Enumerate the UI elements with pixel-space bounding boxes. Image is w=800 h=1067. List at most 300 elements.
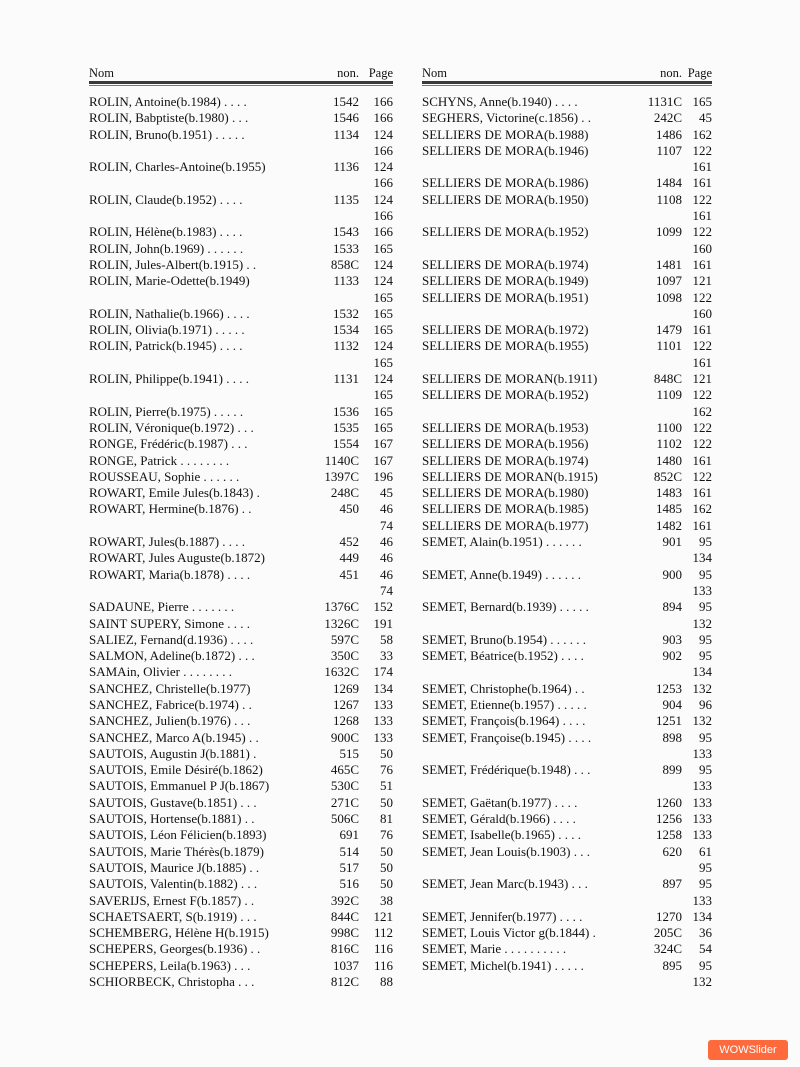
entry-page: 132 (692, 713, 712, 729)
entry-page: 58 (380, 631, 393, 647)
entry-non: 271C (330, 794, 359, 810)
entry-page: 121 (373, 908, 393, 924)
index-entry (422, 713, 712, 729)
index-entry (422, 730, 712, 746)
index-entry (89, 306, 393, 322)
entry-name: SELLIERS DE MORA(b.1972) (422, 322, 589, 338)
entry-page: 45 (380, 485, 393, 501)
entry-non: 597C (330, 631, 359, 647)
entry-page: 160 (692, 305, 712, 321)
entry-name: SELLIERS DE MORA(b.1974) (422, 452, 589, 468)
entry-page: 165 (373, 419, 393, 435)
entry-page: 174 (373, 664, 393, 680)
entry-name: SEMET, Frédérique(b.1948) . . . (422, 762, 591, 778)
entry-page: 121 (692, 273, 712, 289)
index-entry (422, 387, 712, 403)
entry-page: 166 (373, 175, 393, 191)
entry-name: SEMET, Bruno(b.1954) . . . . . . (422, 631, 587, 647)
entry-non: 1554 (333, 436, 359, 452)
index-entry (422, 208, 712, 224)
index-entry (89, 371, 393, 387)
index-entry (89, 550, 393, 566)
entry-page: 161 (692, 175, 712, 191)
entry-page: 161 (692, 159, 712, 175)
entry-name: SELLIERS DE MORA(b.1952) (422, 224, 589, 240)
index-entry (89, 501, 393, 517)
entry-non: 816C (330, 941, 359, 957)
entry-name: SAUTOIS, Hortense(b.1881) . . (89, 811, 255, 827)
entry-page: 166 (373, 208, 393, 224)
entry-non: 691 (339, 827, 359, 843)
entry-name: SAUTOIS, Augustin J(b.1881) . (89, 745, 257, 761)
column-header (422, 66, 712, 80)
index-entry (89, 909, 393, 925)
entry-page: 124 (373, 371, 393, 387)
index-entry (89, 583, 393, 599)
entry-name: ROLIN, Claude(b.1952) . . . . (89, 191, 243, 207)
entry-name: SEMET, Etienne(b.1957) . . . . . (422, 696, 587, 712)
entry-page: 46 (380, 501, 393, 517)
entry-non: 901 (662, 534, 682, 550)
entry-page: 134 (692, 664, 712, 680)
index-entry (89, 518, 393, 534)
entry-page: 133 (373, 696, 393, 712)
entry-non: 1037 (333, 957, 359, 973)
entry-non: 844C (330, 908, 359, 924)
entry-page: 122 (692, 338, 712, 354)
index-entry (422, 893, 712, 909)
entry-page: 134 (692, 908, 712, 924)
entry-non: 1140C (324, 452, 359, 468)
entry-page: 46 (380, 534, 393, 550)
index-entry (89, 827, 393, 843)
index-entry (89, 453, 393, 469)
entry-page: 124 (373, 191, 393, 207)
entry-name: ROLIN, Marie-Odette(b.1949) (89, 273, 250, 289)
index-entry (422, 338, 712, 354)
entry-page: 122 (692, 436, 712, 452)
index-entry (89, 697, 393, 713)
index-entry (422, 110, 712, 126)
index-entry (422, 599, 712, 615)
entry-page: 191 (373, 615, 393, 631)
index-entry (422, 681, 712, 697)
index-entry (422, 550, 712, 566)
index-entry (89, 648, 393, 664)
entry-non: 895 (662, 957, 682, 973)
entry-non: 1258 (656, 827, 682, 843)
entry-non: 898 (662, 729, 682, 745)
header-page: Page (687, 66, 712, 80)
index-entry (422, 143, 712, 159)
index-entry (422, 322, 712, 338)
entry-name: SELLIERS DE MORA(b.1985) (422, 501, 589, 517)
entry-non: 897 (662, 876, 682, 892)
index-entry (422, 534, 712, 550)
entry-name: SCHEMBERG, Hélène H(b.1915) (89, 925, 269, 941)
index-entry (89, 127, 393, 143)
entry-non: 1483 (656, 485, 682, 501)
entry-non: 848C (653, 371, 682, 387)
entry-page: 50 (380, 859, 393, 875)
index-entry (89, 420, 393, 436)
entry-non: 1376C (324, 599, 359, 615)
index-entry (422, 469, 712, 485)
entry-non: 1270 (656, 908, 682, 924)
entry-non: 1479 (656, 322, 682, 338)
entry-non: 1546 (333, 110, 359, 126)
entry-non: 242C (653, 110, 682, 126)
entry-non: 1101 (656, 338, 682, 354)
index-entry (89, 110, 393, 126)
entry-page: 95 (699, 762, 712, 778)
index-entry (89, 876, 393, 892)
entry-page: 36 (699, 925, 712, 941)
index-entry (422, 306, 712, 322)
entry-non: 1136 (333, 159, 359, 175)
entry-page: 161 (692, 517, 712, 533)
entry-name: SAUTOIS, Emmanuel P J(b.1867) (89, 778, 270, 794)
entry-name: SELLIERS DE MORA(b.1949) (422, 273, 589, 289)
entry-page: 133 (692, 892, 712, 908)
entry-page: 161 (692, 485, 712, 501)
entry-page: 95 (699, 876, 712, 892)
index-entries (422, 94, 712, 990)
entry-page: 133 (692, 778, 712, 794)
entry-non: 902 (662, 648, 682, 664)
entry-page: 61 (699, 843, 712, 859)
index-entry (422, 241, 712, 257)
entry-non: 1326C (324, 615, 359, 631)
entry-name: SELLIERS DE MORA(b.1946) (422, 142, 589, 158)
entry-name: SELLIERS DE MORA(b.1956) (422, 436, 589, 452)
entry-name: SEMET, Françoise(b.1945) . . . . (422, 729, 592, 745)
entry-page: 121 (692, 371, 712, 387)
entry-non: 1532 (333, 305, 359, 321)
entry-page: 81 (380, 811, 393, 827)
entry-page: 124 (373, 338, 393, 354)
entry-name: SEMET, Gaëtan(b.1977) . . . . (422, 794, 578, 810)
entry-non: 1542 (333, 94, 359, 109)
index-entry (422, 192, 712, 208)
entry-name: ROLIN, Patrick(b.1945) . . . . (89, 338, 243, 354)
entry-non: 516 (339, 876, 359, 892)
entry-page: 162 (692, 403, 712, 419)
column-header (89, 66, 393, 80)
index-entry (89, 664, 393, 680)
entry-page: 152 (373, 599, 393, 615)
entry-non: 1397C (324, 468, 359, 484)
entry-non: 324C (653, 941, 682, 957)
entry-page: 122 (692, 289, 712, 305)
entry-name: SELLIERS DE MORA(b.1950) (422, 191, 589, 207)
index-entry (422, 567, 712, 583)
entry-non: 1134 (333, 126, 359, 142)
entry-page: 162 (692, 126, 712, 142)
entry-name: SEMET, Béatrice(b.1952) . . . . (422, 648, 584, 664)
index-entry (89, 469, 393, 485)
entry-name: RONGE, Frédéric(b.1987) . . . (89, 436, 248, 452)
entry-name: SAUTOIS, Valentin(b.1882) . . . (89, 876, 258, 892)
entry-name: ROLIN, John(b.1969) . . . . . . (89, 240, 244, 256)
index-entry (89, 322, 393, 338)
entry-non: 1482 (656, 517, 682, 533)
header-name: Nom (89, 66, 114, 80)
entry-non: 904 (662, 696, 682, 712)
entry-page: 54 (699, 941, 712, 957)
entry-page: 161 (692, 322, 712, 338)
index-entry (422, 632, 712, 648)
index-entry (422, 224, 712, 240)
entry-name: SEMET, Gérald(b.1966) . . . . (422, 811, 576, 827)
index-entry (422, 159, 712, 175)
entry-page: 133 (373, 713, 393, 729)
header-non: non. (660, 66, 682, 80)
index-entry (89, 746, 393, 762)
entry-non: 1108 (656, 191, 682, 207)
entry-non: 514 (339, 843, 359, 859)
index-entry (89, 730, 393, 746)
entry-page: 165 (373, 240, 393, 256)
entry-name: SELLIERS DE MORA(b.1953) (422, 419, 589, 435)
entry-page: 122 (692, 468, 712, 484)
entry-name: SELLIERS DE MORA(b.1952) (422, 387, 589, 403)
index-entry (89, 143, 393, 159)
index-entry (89, 762, 393, 778)
entry-page: 95 (699, 648, 712, 664)
entry-name: SANCHEZ, Christelle(b.1977) (89, 680, 251, 696)
index-entry (422, 127, 712, 143)
index-entry (89, 681, 393, 697)
entry-non: 1480 (656, 452, 682, 468)
index-entry (89, 485, 393, 501)
entry-name: ROWART, Jules(b.1887) . . . . (89, 534, 246, 550)
entry-name: SAUTOIS, Emile Désiré(b.1862) (89, 762, 263, 778)
entry-page: 95 (699, 957, 712, 973)
index-entry (89, 941, 393, 957)
entry-non: 1102 (656, 436, 682, 452)
entry-name: SALMON, Adeline(b.1872) . . . (89, 648, 255, 664)
entry-page: 196 (373, 468, 393, 484)
index-entry (422, 404, 712, 420)
entry-page: 133 (692, 794, 712, 810)
index-entry (89, 974, 393, 990)
entry-page: 166 (373, 142, 393, 158)
entry-non: 450 (339, 501, 359, 517)
index-entry (422, 876, 712, 892)
header-non: non. (337, 66, 359, 80)
index-entry (422, 648, 712, 664)
entry-name: SANCHEZ, Fabrice(b.1974) . . (89, 696, 252, 712)
entry-non: 1269 (333, 680, 359, 696)
right-index-column (422, 66, 712, 990)
index-entry (422, 844, 712, 860)
index-entry (422, 811, 712, 827)
left-index-column (89, 66, 393, 990)
entry-non: 1260 (656, 794, 682, 810)
index-entries (89, 94, 393, 990)
index-entry (89, 241, 393, 257)
index-entry (422, 827, 712, 843)
entry-page: 46 (380, 550, 393, 566)
index-entry (89, 958, 393, 974)
entry-name: SCHIORBECK, Christopha . . . (89, 974, 255, 990)
entry-name: SELLIERS DE MORAN(b.1915) (422, 468, 598, 484)
entry-name: ROWART, Emile Jules(b.1843) . (89, 485, 260, 501)
entry-page: 50 (380, 745, 393, 761)
entry-name: ROLIN, Véronique(b.1972) . . . (89, 419, 254, 435)
entry-page: 161 (692, 354, 712, 370)
entry-page: 165 (373, 354, 393, 370)
entry-name: ROLIN, Jules-Albert(b.1915) . . (89, 256, 257, 272)
entry-non: 1109 (656, 387, 682, 403)
entry-page: 167 (373, 436, 393, 452)
entry-non: 900 (662, 566, 682, 582)
entry-non: 1253 (656, 680, 682, 696)
entry-non: 1632C (324, 664, 359, 680)
index-entry (89, 795, 393, 811)
entry-name: SEMET, Bernard(b.1939) . . . . . (422, 599, 589, 615)
index-entry (89, 616, 393, 632)
entry-non: 530C (330, 778, 359, 794)
entry-name: ROWART, Hermine(b.1876) . . (89, 501, 252, 517)
entry-page: 95 (699, 599, 712, 615)
header-rule-thin (422, 85, 712, 86)
entry-page: 124 (373, 273, 393, 289)
entry-name: SELLIERS DE MORA(b.1951) (422, 289, 589, 305)
entry-name: SELLIERS DE MORAN(b.1911) (422, 371, 598, 387)
entry-page: 74 (380, 517, 393, 533)
entry-name: ROLIN, Olivia(b.1971) . . . . . (89, 322, 245, 338)
index-entry (422, 778, 712, 794)
entry-non: 1132 (333, 338, 359, 354)
entry-page: 134 (373, 680, 393, 696)
entry-page: 74 (380, 582, 393, 598)
entry-name: ROUSSEAU, Sophie . . . . . . (89, 468, 240, 484)
index-entry (422, 909, 712, 925)
entry-page: 166 (373, 110, 393, 126)
index-entry (89, 599, 393, 615)
index-entry (89, 925, 393, 941)
entry-page: 50 (380, 794, 393, 810)
entry-non: 899 (662, 762, 682, 778)
entry-non: 1543 (333, 224, 359, 240)
entry-page: 50 (380, 843, 393, 859)
entry-name: SEMET, François(b.1964) . . . . (422, 713, 586, 729)
entry-page: 133 (373, 729, 393, 745)
entry-non: 1268 (333, 713, 359, 729)
index-entry (422, 453, 712, 469)
header-page: Page (368, 66, 393, 80)
entry-non: 449 (339, 550, 359, 566)
entry-name: SELLIERS DE MORA(b.1977) (422, 517, 589, 533)
index-entry (89, 567, 393, 583)
entry-non: 452 (339, 534, 359, 550)
entry-name: ROLIN, Pierre(b.1975) . . . . . (89, 403, 244, 419)
entry-name: SELLIERS DE MORA(b.1955) (422, 338, 589, 354)
entry-page: 161 (692, 208, 712, 224)
header-rule (89, 81, 393, 84)
entry-name: SEMET, Marie . . . . . . . . . . (422, 941, 567, 957)
entry-page: 50 (380, 876, 393, 892)
index-entry (422, 583, 712, 599)
entry-name: SAVERIJS, Ernest F(b.1857) . . (89, 892, 255, 908)
entry-name: SAUTOIS, Gustave(b.1851) . . . (89, 794, 257, 810)
index-entry (422, 941, 712, 957)
entry-name: SCHYNS, Anne(b.1940) . . . . (422, 94, 578, 109)
index-entry (422, 501, 712, 517)
entry-non: 903 (662, 631, 682, 647)
index-entry (89, 844, 393, 860)
index-entry (89, 208, 393, 224)
entry-name: SCHEPERS, Leila(b.1963) . . . (89, 957, 251, 973)
index-entry (89, 893, 393, 909)
entry-non: 1536 (333, 403, 359, 419)
entry-page: 167 (373, 452, 393, 468)
entry-name: SEMET, Anne(b.1949) . . . . . . (422, 566, 581, 582)
index-entry (89, 860, 393, 876)
index-entry (422, 958, 712, 974)
entry-non: 1481 (656, 256, 682, 272)
entry-name: SEMET, Jennifer(b.1977) . . . . (422, 908, 583, 924)
wowslider-watermark[interactable]: WOWSlider (708, 1040, 788, 1060)
entry-non: 1135 (333, 191, 359, 207)
entry-non: 1486 (656, 126, 682, 142)
index-entry (89, 224, 393, 240)
entry-page: 95 (699, 631, 712, 647)
entry-page: 116 (373, 941, 393, 957)
index-entry (422, 290, 712, 306)
entry-page: 95 (699, 566, 712, 582)
index-entry (89, 436, 393, 452)
entry-page: 161 (692, 256, 712, 272)
entry-name: SEMET, Jean Louis(b.1903) . . . (422, 843, 591, 859)
index-entry (89, 632, 393, 648)
index-entry (422, 371, 712, 387)
entry-name: SCHEPERS, Georges(b.1936) . . (89, 941, 261, 957)
entry-page: 88 (380, 974, 393, 990)
index-entry (89, 175, 393, 191)
entry-name: ROLIN, Philippe(b.1941) . . . . (89, 371, 249, 387)
entry-non: 1533 (333, 240, 359, 256)
index-entry (89, 404, 393, 420)
entry-name: SEMET, Jean Marc(b.1943) . . . (422, 876, 588, 892)
index-entry (422, 664, 712, 680)
entry-non: 1131 (333, 371, 359, 387)
entry-non: 812C (330, 974, 359, 990)
entry-page: 122 (692, 387, 712, 403)
index-entry (422, 436, 712, 452)
entry-name: SAUTOIS, Marie Thérès(b.1879) (89, 843, 264, 859)
entry-name: SANCHEZ, Julien(b.1976) . . . (89, 713, 251, 729)
index-entry (89, 355, 393, 371)
entry-page: 165 (373, 387, 393, 403)
entry-page: 116 (373, 957, 393, 973)
entry-name: SEMET, Louis Victor g(b.1844) . (422, 925, 596, 941)
entry-page: 133 (692, 582, 712, 598)
header-rule-thin (89, 85, 393, 86)
entry-page: 165 (692, 94, 712, 109)
entry-name: SAMAin, Olivier . . . . . . . . (89, 664, 232, 680)
entry-non: 1535 (333, 419, 359, 435)
entry-page: 166 (373, 224, 393, 240)
index-entry (89, 778, 393, 794)
index-entry (89, 192, 393, 208)
entry-name: SAUTOIS, Maurice J(b.1885) . . (89, 859, 260, 875)
index-entry (422, 925, 712, 941)
entry-name: SCHAETSAERT, S(b.1919) . . . (89, 908, 257, 924)
entry-page: 133 (692, 811, 712, 827)
